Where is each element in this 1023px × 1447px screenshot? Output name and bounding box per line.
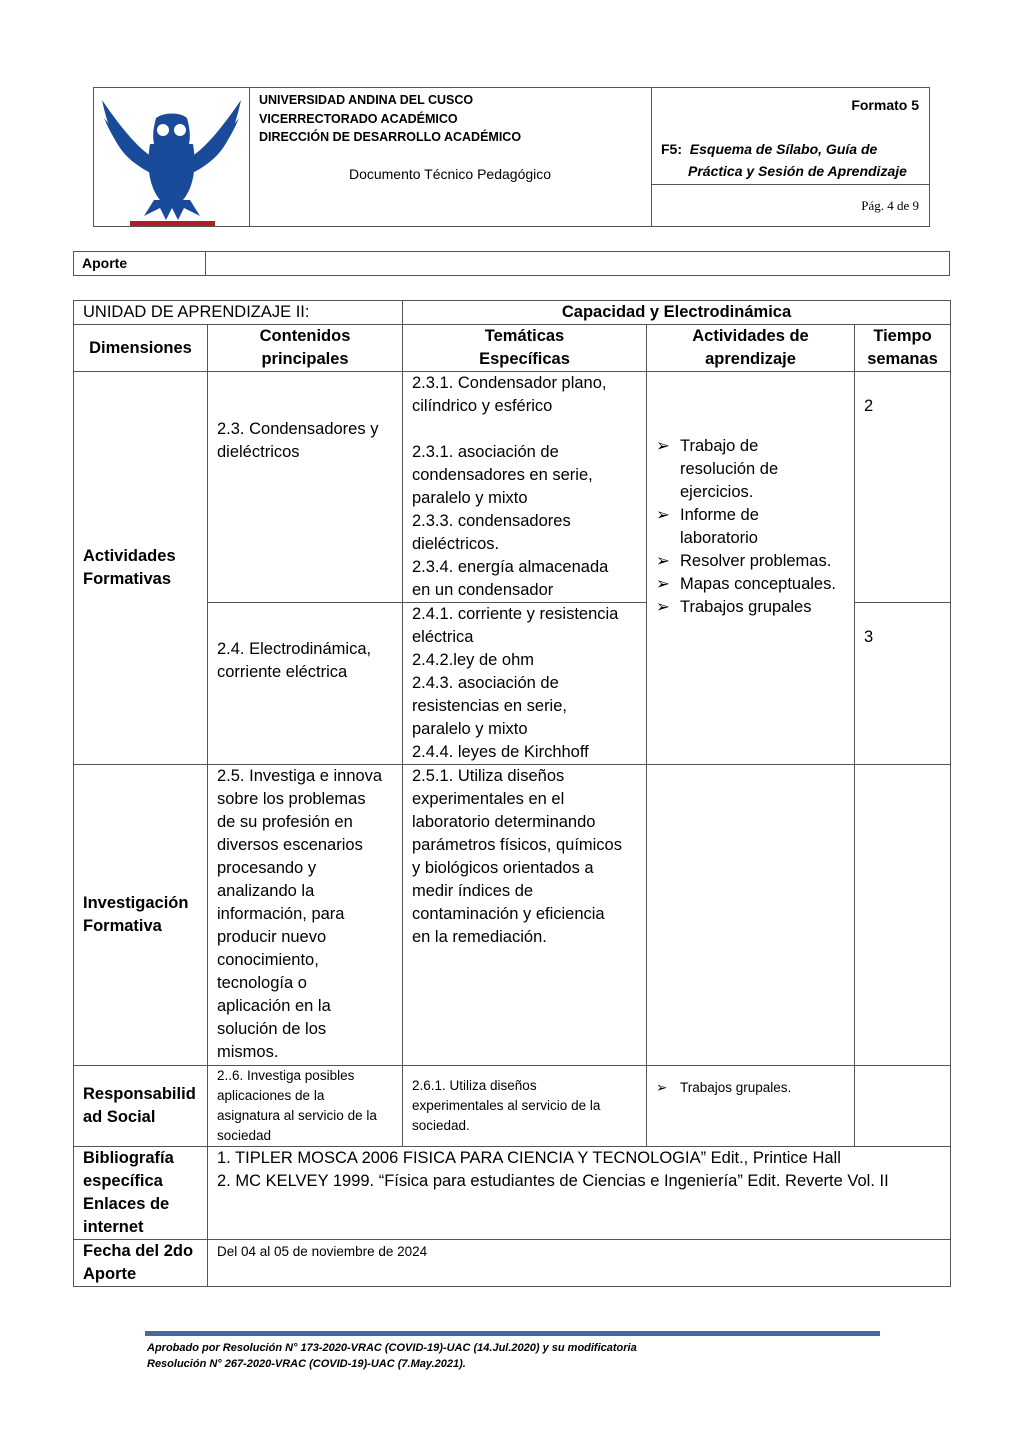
col-dimensiones: Dimensiones — [74, 325, 208, 372]
footer-bar — [145, 1331, 880, 1336]
text-line: diversos escenarios — [217, 836, 363, 854]
bibliografia-row — [74, 1147, 951, 1240]
tiempo-value: 2 — [864, 397, 874, 415]
col-line: Tiempo — [873, 327, 932, 345]
label-line: Responsabilid — [83, 1085, 196, 1103]
tematicas-2-6 — [403, 1066, 647, 1147]
text-line: producir nuevo — [217, 928, 327, 946]
text-line: resolución de — [680, 460, 779, 478]
footer-line: Aprobado por Resolución N° 173-2020-VRAC (COVID-19)-UAC (14.Jul.2020) y su modificatoria — [147, 1342, 637, 1354]
tematicas-2-3 — [403, 372, 647, 603]
text-line: ➢ Informe de — [680, 506, 759, 524]
text-line: medir índices de — [412, 882, 534, 900]
activity-item — [656, 550, 845, 573]
spacer — [864, 603, 941, 626]
text-line: en un condensador — [412, 581, 554, 599]
activity-item — [656, 573, 845, 596]
text-line: ➢ Resolver problemas. — [680, 552, 832, 570]
contenido-2-6 — [208, 1066, 403, 1147]
tiempo-2-4 — [855, 603, 951, 765]
responsabilidad-row — [74, 1066, 951, 1147]
header-row — [74, 325, 951, 372]
text-line: aplicaciones de la — [217, 1088, 325, 1103]
col-line: Específicas — [479, 350, 570, 368]
text-line: 2.3.3. condensadores — [412, 512, 571, 530]
activity-item — [656, 596, 845, 619]
col-contenidos — [208, 325, 403, 372]
text-line: paralelo y mixto — [412, 489, 528, 507]
label-line: específica — [83, 1172, 163, 1190]
divider — [651, 184, 929, 185]
col-tiempo — [855, 325, 951, 372]
text-line: sociedad — [217, 1128, 272, 1143]
page-number: Pág. 4 de 9 — [861, 198, 919, 213]
actividades-investigacion — [647, 765, 855, 1066]
eagle-logo-icon — [94, 88, 249, 226]
label-line: Actividades — [83, 547, 176, 565]
text-line: paralelo y mixto — [412, 720, 528, 738]
text-line: corriente eléctrica — [217, 662, 348, 681]
spacer — [217, 464, 393, 556]
institution-line: VICERRECTORADO ACADÉMICO — [259, 111, 458, 126]
actividades-responsabilidad — [647, 1066, 855, 1147]
text-line: de su profesión en — [217, 813, 353, 831]
text-line: resistencias en serie, — [412, 697, 567, 715]
actividades-formativas — [647, 372, 855, 765]
text-line: 2.3.4. energía almacenada — [412, 558, 609, 576]
formativas-row-1 — [74, 372, 951, 603]
activity-item: ➢ Trabajos grupales. — [656, 1078, 845, 1098]
responsabilidad-label — [74, 1066, 208, 1147]
institution-line: DIRECCIÓN DE DESARROLLO ACADÉMICO — [259, 130, 522, 144]
text-line: 2.3.1. Condensador plano, — [412, 374, 607, 392]
text-line: en la remediación. — [412, 928, 547, 946]
label-line: Investigación — [83, 894, 189, 912]
text-line: conocimiento, — [217, 951, 319, 969]
investigacion-row — [74, 765, 951, 1066]
text-line: contaminación y eficiencia — [412, 905, 605, 923]
text-line: laboratorio — [680, 529, 758, 547]
text-line: solución de los — [217, 1020, 327, 1038]
activity-list — [656, 1078, 845, 1098]
text-line: cilíndrico y esférico — [412, 397, 553, 415]
col-line: Temáticas — [484, 327, 565, 345]
contenido-2-3 — [208, 372, 403, 603]
spacer — [412, 418, 637, 441]
text-line: eléctrica — [412, 628, 474, 646]
learning-unit-table — [73, 300, 951, 1287]
footer-resolution — [147, 1340, 637, 1372]
spacer — [656, 405, 845, 435]
col-actividades — [647, 325, 855, 372]
label-line: Aporte — [83, 1265, 137, 1283]
label-line: Fecha del 2do — [83, 1242, 194, 1260]
bibliografia-list — [208, 1147, 951, 1240]
text-line: sobre los problemas — [217, 790, 366, 808]
text-line: mismos. — [217, 1043, 279, 1061]
text-line: condensadores en serie, — [412, 466, 593, 484]
text-line: asignatura al servicio de la — [217, 1108, 377, 1123]
text-line: dieléctricos. — [412, 535, 500, 553]
spacer — [217, 684, 393, 730]
col-line: Contenidos — [259, 327, 351, 345]
text-line: 2.3. Condensadores y — [217, 420, 379, 438]
activity-list — [656, 435, 845, 619]
format-label: Formato 5 — [851, 97, 919, 113]
text-line: laboratorio determinando — [412, 813, 596, 831]
contenido-2-5 — [208, 765, 403, 1066]
text-line: 2.6.1. Utiliza diseños — [412, 1078, 537, 1093]
label-line: Bibliografía — [83, 1149, 174, 1167]
text-line: y biológicos orientados a — [412, 859, 594, 877]
text-line: 2.4.4. leyes de Kirchhoff — [412, 743, 589, 761]
text-line: experimentales al servicio de la — [412, 1098, 601, 1113]
logo-cell — [94, 88, 250, 226]
activity-item — [656, 504, 845, 550]
text-line: ➢ Trabajos grupales — [680, 598, 812, 616]
label-line: internet — [83, 1218, 144, 1236]
footer-line: Resolución N° 267-2020-VRAC (COVID-19)-UAC (7.May.2021). — [147, 1358, 466, 1370]
col-line: principales — [261, 350, 349, 368]
col-line: aprendizaje — [705, 350, 796, 368]
document-type: Documento Técnico Pedagógico — [348, 166, 552, 182]
tematicas-2-4 — [403, 603, 647, 765]
tiempo-value: 3 — [864, 628, 874, 646]
tiempo-investigacion — [855, 765, 951, 1066]
spacer — [864, 372, 941, 395]
label-line: ad Social — [83, 1108, 156, 1126]
fecha-label — [74, 1240, 208, 1287]
institution-line: UNIVERSIDAD ANDINA DEL CUSCO — [259, 93, 474, 107]
aporte-label: Aporte — [74, 252, 206, 275]
aporte-row — [73, 251, 950, 276]
unit-title: Capacidad y Electrodinámica — [403, 301, 951, 325]
institution-name — [259, 91, 521, 147]
col-line: Actividades de — [692, 327, 809, 345]
text-line: 2.4.3. asociación de — [412, 674, 559, 692]
label-line: Formativa — [83, 917, 162, 935]
tiempo-responsabilidad — [855, 1066, 951, 1147]
format-title — [661, 138, 907, 182]
contenido-2-4 — [208, 603, 403, 765]
spacer — [656, 1066, 845, 1078]
text-line: procesando y — [217, 859, 317, 877]
unit-title-row — [74, 301, 951, 325]
col-line: semanas — [867, 350, 938, 368]
text-line: ➢ Mapas conceptuales. — [680, 575, 836, 593]
text-line: ➢ Trabajo de — [680, 437, 759, 455]
tematicas-2-5 — [403, 765, 647, 1066]
activity-item — [656, 435, 845, 504]
text-line: 2.5.1. Utiliza diseños — [412, 767, 565, 785]
format-title-line: Práctica y Sesión de Aprendizaje — [688, 163, 907, 179]
text-line: información, para — [217, 905, 345, 923]
label-line: Formativas — [83, 570, 172, 588]
text-line: 2.3.1. asociación de — [412, 443, 559, 461]
text-line: experimentales en el — [412, 790, 565, 808]
format-cell — [651, 88, 929, 226]
institution-cell — [249, 88, 652, 226]
text-line: 2.4.2.ley de ohm — [412, 651, 534, 669]
tiempo-2-3 — [855, 372, 951, 603]
text-line: ejercicios. — [680, 483, 754, 501]
investigacion-label — [74, 765, 208, 1066]
text-line: sociedad. — [412, 1118, 470, 1133]
unit-label: UNIDAD DE APRENDIZAJE II: — [74, 301, 403, 325]
fecha-row — [74, 1240, 951, 1287]
format-code: F5: — [661, 141, 682, 157]
reference-item: 2. MC KELVEY 1999. “Física para estudiantes de Ciencias e Ingeniería” Edit. Reverte Vol. II — [217, 1172, 889, 1190]
bibliografia-label — [74, 1147, 208, 1240]
text-line: parámetros físicos, químicos — [412, 836, 622, 854]
fecha-value: Del 04 al 05 de noviembre de 2024 — [208, 1240, 951, 1287]
format-title-line: Esquema de Sílabo, Guía de — [689, 141, 878, 157]
text-line: analizando la — [217, 882, 315, 900]
reference-item: 1. TIPLER MOSCA 2006 FISICA PARA CIENCIA Y TECNOLOGIA” Edit., Printice Hall — [217, 1149, 841, 1167]
text-line: 2.5. Investiga e innova — [217, 767, 383, 785]
document-header — [93, 87, 930, 227]
text-line: 2.4. Electrodinámica, — [217, 639, 372, 658]
spacer — [656, 619, 845, 731]
label-line: Enlaces de — [83, 1195, 170, 1213]
text-line: aplicación en la — [217, 997, 331, 1015]
col-tematicas — [403, 325, 647, 372]
text-line: tecnología o — [217, 974, 307, 992]
formativas-label — [74, 372, 208, 765]
text-line: dieléctricos — [217, 443, 300, 461]
text-line: 2..6. Investiga posibles — [217, 1068, 355, 1083]
text-line: 2.4.1. corriente y resistencia — [412, 605, 619, 623]
